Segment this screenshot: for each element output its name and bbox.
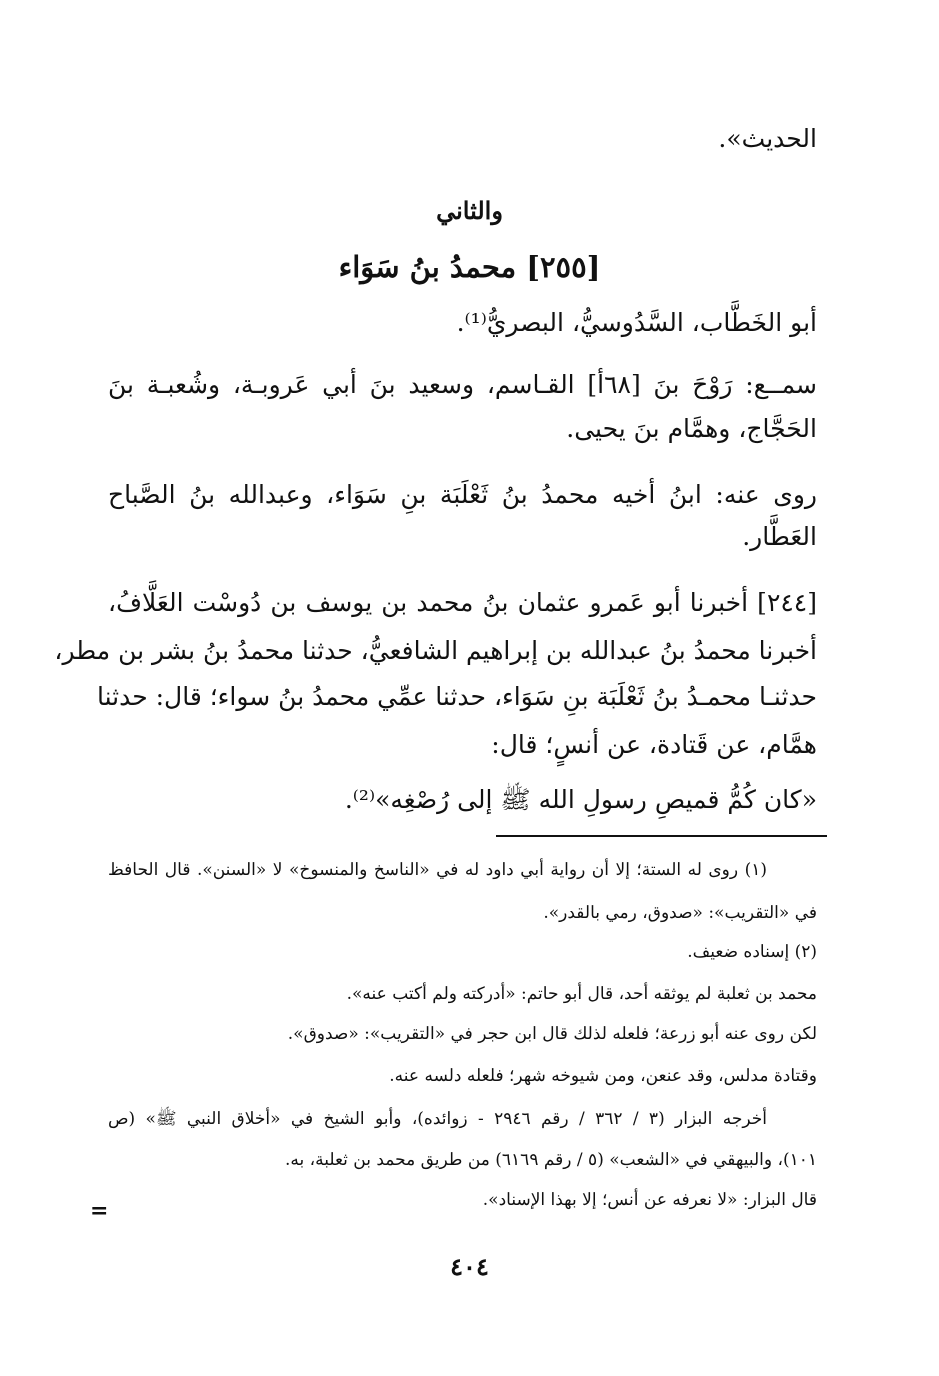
footnote-2-line-6: ١٠١)، والبيهقي في «الشعب» (٥ / رقم ٦١٦٩) من طريق محمد بن ثعلبة، به. (284, 1150, 817, 1170)
footnote-2-line-4: وقتادة مدلس، وقد عنعن، ومن شيوخه شهر؛ فلعله دلسه عنه. (389, 1066, 817, 1086)
footnote-2-line-1: (٢) إسناده ضعيف. (687, 942, 817, 962)
hadith-text: «كان كُمُّ قميصِ رسولِ الله ﷺ إلى رُصْغِه»⁽²⁾. (344, 785, 817, 814)
hadith-isnad-line-2: أخبرنا محمدُ بنُ عبدالله بن إبراهيم الشافعيُّ، حدثنا محمدُ بنُ بشر بن مطر، (54, 636, 817, 665)
heard-from-line-2: الحَجَّاج، وهمَّام بنَ يحيى. (566, 414, 817, 443)
carryover-text: الحديث». (718, 124, 817, 153)
entry-heading: [٢٥٥] محمدُ بنُ سَوَاء (338, 250, 601, 284)
heard-from-line-1: سمــع: رَوْحَ بنَ [٦٨أ] القـاسم، وسعيد بنَ أبي عَروبـة، وشُعبـة بنَ (108, 370, 817, 399)
section-title: والثاني (436, 196, 503, 225)
hadith-isnad-line-1: [٢٤٤] أخبرنا أبو عَمرو عثمان بنُ محمد بن يوسف بن دُوسْت العَلَّافُ، (108, 588, 817, 617)
kunya-line: أبو الخَطَّاب، السَّدُوسيُّ، البصريُّ⁽¹⁾. (456, 308, 817, 337)
footnote-1-line-2: في «التقريب»: «صدوق، رمي بالقدر». (543, 903, 817, 923)
footnote-1-line-1: (١) روى له الستة؛ إلا أن رواية أبي داود له في «الناسخ والمنسوخ» لا «السنن». قال الحافظ (108, 860, 767, 880)
hadith-isnad-line-3: حدثنـا محمـدُ بنُ ثَعْلَبَة بنِ سَوَاء، حدثنا عمِّي محمدُ بنُ سواء؛ قال: حدثنا (96, 682, 817, 711)
footnote-divider (496, 835, 827, 837)
footnote-2-line-2: محمد بن ثعلبة لم يوثقه أحد، قال أبو حاتم: «أدركته ولم أكتب عنه». (346, 984, 817, 1004)
continuation-mark: = (90, 1198, 109, 1224)
narrated-from-him-line-2: العَطَّار. (742, 522, 817, 551)
narrated-from-him-line-1: روى عنه: ابنُ أخيه محمدُ بنُ ثَعْلَبَة بنِ سَوَاء، وعبدالله بنُ الصَّباح (108, 480, 817, 509)
page-number: ٤٠٤ (450, 1252, 489, 1281)
footnote-2-line-7: قال البزار: «لا نعرفه عن أنس؛ إلا بهذا الإسناد». (482, 1190, 817, 1210)
hadith-isnad-line-4: همَّام، عن قَتادة، عن أنسٍ؛ قال: (491, 730, 817, 759)
footnote-2-line-5: أخرجه البزار (٣ / ٣٦٢ / رقم ٢٩٤٦ - زوائده)، وأبو الشيخ في «أخلاق النبي ﷺ» (ص (108, 1109, 767, 1129)
footnote-2-line-3: لكن روى عنه أبو زرعة؛ فلعله لذلك قال ابن حجر في «التقريب»: «صدوق». (287, 1024, 817, 1044)
